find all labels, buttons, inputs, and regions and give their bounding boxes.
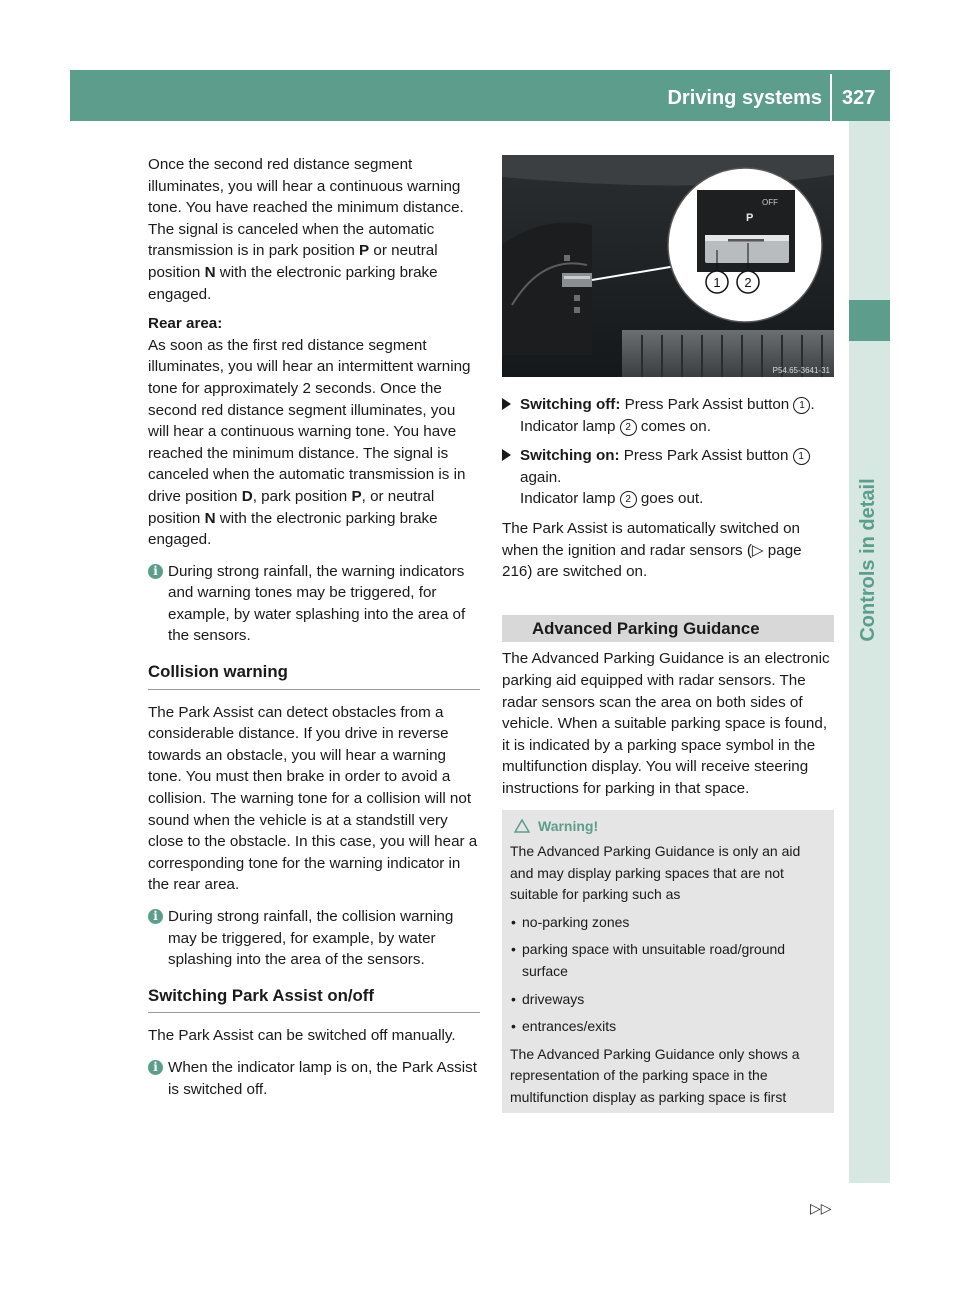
callout-ref-2: 2 (620, 419, 637, 436)
side-tab (849, 121, 890, 1183)
paragraph-auto-switch-on: The Park Assist is automatically switched on when the ignition and radar sensors (▷ page 216) are switched on. (502, 519, 802, 581)
left-column (148, 154, 480, 1108)
side-tab-marker (849, 300, 890, 341)
paragraph-continuous-tone: Once the second red distance segment illuminates, you will hear a continuous warning tone. You have reached the minimum distance. The signal is canceled when the automatic transmission is in park position P or neutral position N with the electronic parking brake engaged. (148, 156, 464, 303)
park-assist-symbol: P (746, 212, 754, 224)
continue-marker: ▷▷ (810, 1200, 832, 1216)
warning-paragraph: The Advanced Parking Guidance only shows a representation of the parking space in the multifunction display as parking space is first (510, 1045, 800, 1106)
page-number: 327 (842, 87, 876, 109)
paragraph-switch-off-manually: The Park Assist can be switched off manually. (148, 1027, 456, 1045)
info-note-indicator: i When the indicator lamp is on, the Park Assist is switched off. (148, 1057, 480, 1100)
info-icon: i (148, 909, 163, 924)
list-item: • entrances/exits (510, 1016, 826, 1038)
callout-ref-1: 1 (793, 397, 810, 414)
arrow-icon (502, 449, 511, 461)
arrow-icon (502, 398, 511, 410)
off-label: OFF (762, 198, 778, 207)
warning-box (502, 810, 834, 1113)
dashboard-photo (502, 155, 834, 377)
figure-code: P54.65-3641-31 (772, 366, 830, 375)
heading-advanced-parking-guidance: Advanced Parking Guidance (502, 615, 834, 643)
warning-triangle-icon (514, 819, 530, 833)
callout-ref-2: 2 (620, 491, 637, 508)
warning-paragraph: The Advanced Parking Guidance is only an aid and may display parking spaces that are not suitable for parking such as (510, 843, 801, 903)
heading-switching: Switching Park Assist on/off (148, 985, 480, 1014)
info-note-rainfall: i During strong rainfall, the warning indicators and warning tones may be triggered, for example, by water splashing into the area of the sensors. (148, 561, 480, 647)
list-item: • no-parking zones (510, 912, 826, 934)
header-divider (830, 74, 832, 121)
info-icon: i (148, 1060, 163, 1075)
rear-area-heading: Rear area: (148, 315, 223, 333)
svg-text:1: 1 (713, 275, 721, 290)
dashboard-illustration (502, 155, 834, 377)
paragraph-collision: The Park Assist can detect obstacles from a considerable distance. If you drive in reverse towards an obstacle, you will hear a warning tone. You must then brake in order to avoid a collision. The warning tone for a collision will not sound when the vehicle is at a standstill very close to the obstacle. In this case, you will hear a corresponding tone for the warning indicator in the rear area. (148, 703, 478, 894)
warning-heading: Warning! (510, 816, 826, 838)
paragraph-advanced-parking: The Advanced Parking Guidance is an electronic parking aid equipped with radar sensors. The radar sensors scan the area on both sides of vehicle. When a suitable parking space is found, it is indicated by a parking space symbol in the multifunction display. You will receive steering instructions for parking in that space. (502, 650, 830, 797)
list-item: • driveways (510, 989, 826, 1011)
step-switch-on: Switching on: Press Park Assist button 1 again. Indicator lamp 2 goes out. (502, 445, 834, 510)
right-column (502, 394, 834, 1113)
list-item: • parking space with unsuitable road/ground surface (510, 939, 826, 982)
paragraph-rear-area: Rear area: As soon as the first red distance segment illuminates, you will hear an intermittent warning tone for approximately 2 seconds. Once the second red distance segment illuminates, you will hear a continuous warning tone. You have reached the minimum distance. The signal is canceled when the automatic transmission is in drive position D, park position P, or neutral position N with the electronic parking brake engaged. (148, 315, 471, 549)
heading-collision-warning: Collision warning (148, 661, 480, 690)
svg-text:2: 2 (744, 275, 752, 290)
info-note-collision: i During strong rainfall, the collision warning may be triggered, for example, by water splashing into the area of the sensors. (148, 906, 480, 971)
info-icon: i (148, 564, 163, 579)
step-switch-off: Switching off: Press Park Assist button 1 . Indicator lamp 2 comes on. (502, 394, 834, 437)
section-title: Driving systems (667, 87, 822, 109)
callout-ref-1: 1 (793, 448, 810, 465)
side-tab-label: Controls in detail (857, 478, 880, 642)
